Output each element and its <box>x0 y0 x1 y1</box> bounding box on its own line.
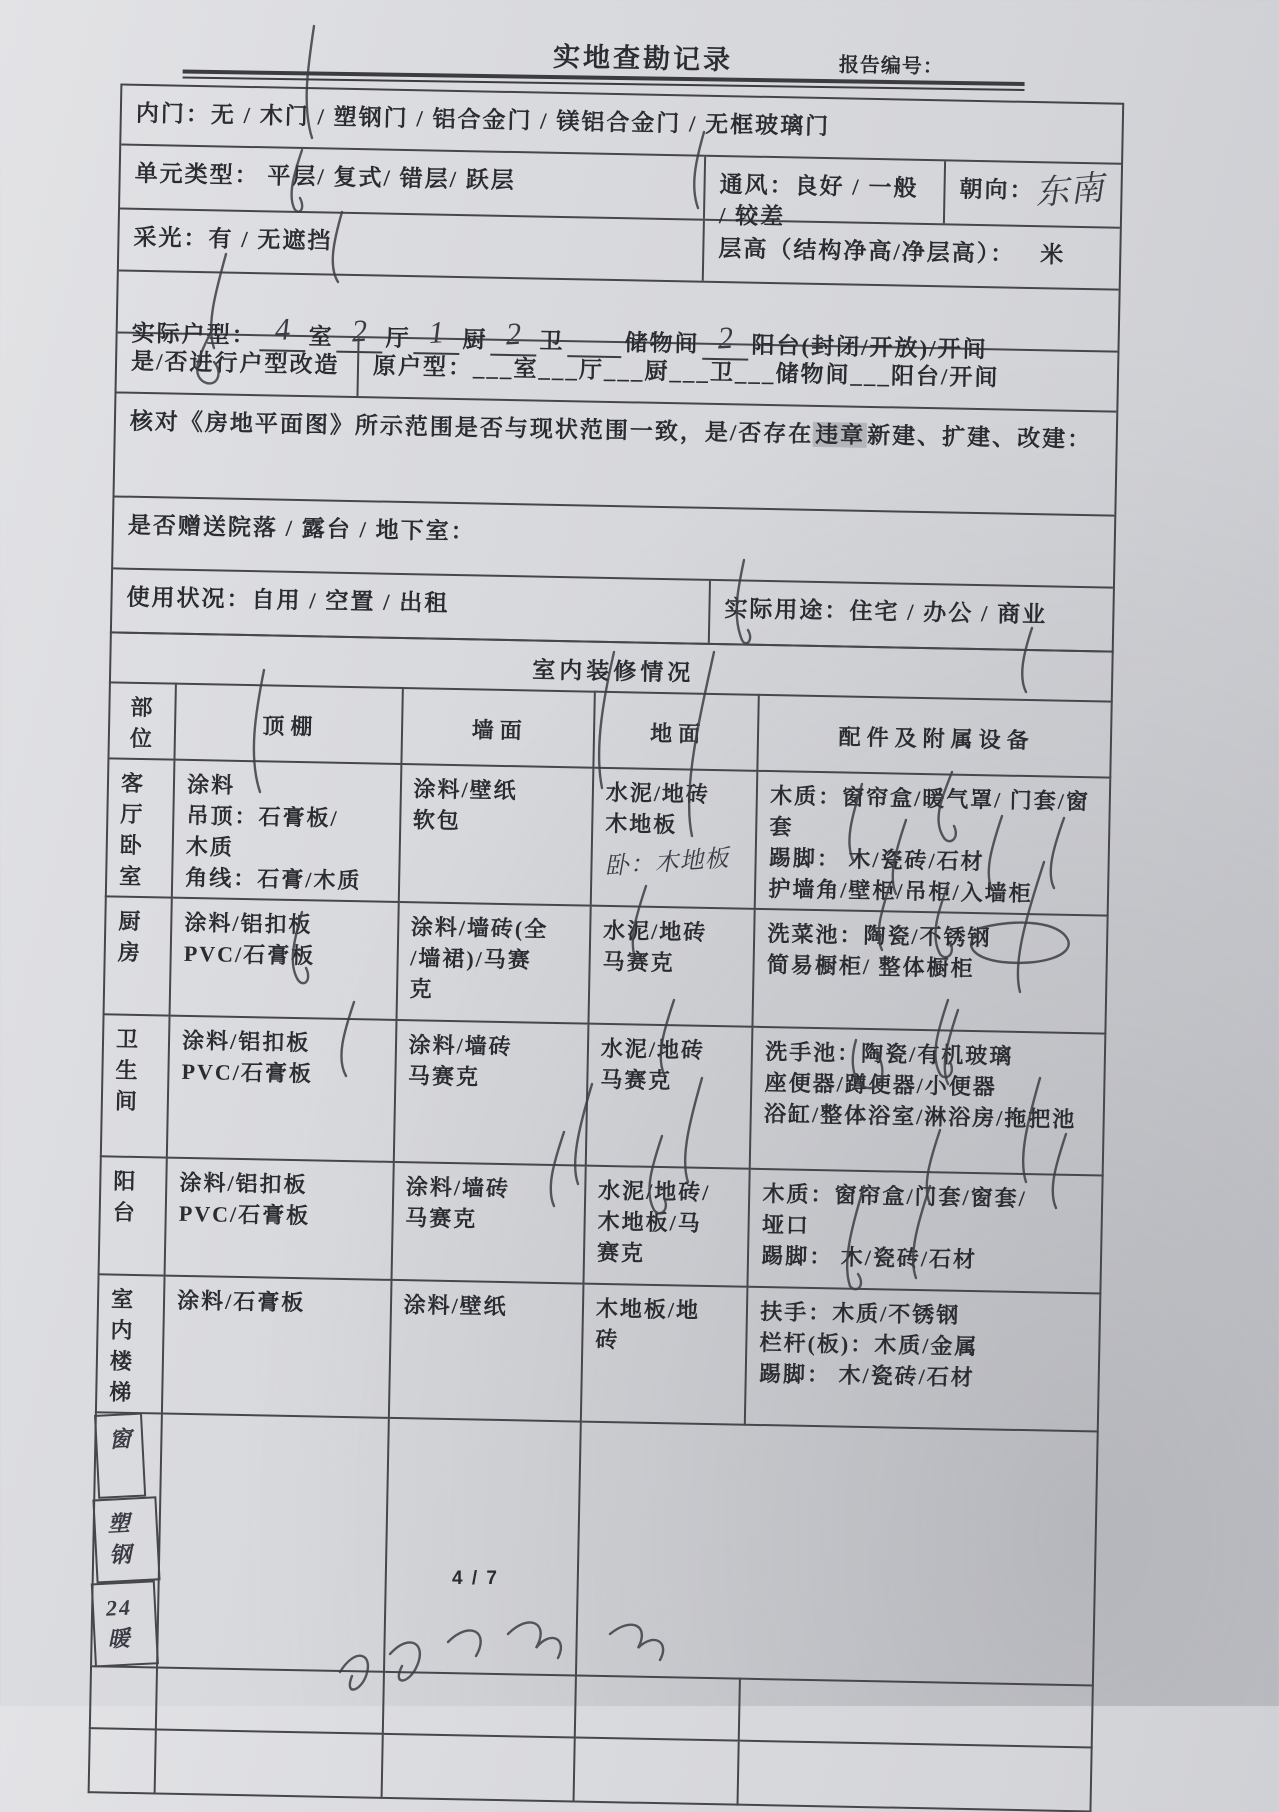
wall-cell: 涂料/壁纸 软包 <box>398 764 593 906</box>
ceiling-handwritten: 塑钢 <box>92 1496 160 1583</box>
floor-cell: 水泥/地砖 马赛克 <box>586 1024 753 1169</box>
kitchens-unit: 厨 <box>462 327 488 353</box>
actual-layout-label: 实际户型： <box>131 320 257 349</box>
empty-cell <box>89 1728 156 1793</box>
accessories-cell: 木质：窗帘盒/门套/窗套/ 垭口 踢脚： 木/瓷砖/石材 <box>748 1169 1103 1294</box>
deco-row-living-bedroom <box>106 758 1110 915</box>
part-label: 阳台 <box>99 1156 167 1275</box>
floor-cell <box>591 768 758 909</box>
kitchens-handwritten: 1 <box>427 314 446 350</box>
col-header-floor: 地面 <box>593 692 759 771</box>
floor-height-field <box>704 221 1120 289</box>
lighting-options: 采光：有 / 无遮挡 <box>119 209 705 280</box>
orientation-label: 朝向： <box>959 176 1035 204</box>
page-number: 4 / 7 <box>452 1568 499 1589</box>
col-header-wall: 墙面 <box>401 688 595 768</box>
halls-unit: 厅 <box>385 325 411 352</box>
accessories-cell: 洗菜池：陶瓷/不锈钢 简易橱柜/ 整体橱柜 <box>753 909 1108 1034</box>
deco-row-bathroom <box>101 1014 1106 1175</box>
floor-cell: 水泥/地砖 马赛克 <box>588 906 755 1027</box>
floor-options: 水泥/地砖 木地板 <box>605 779 711 838</box>
wall-handwritten: 24暖 <box>91 1580 159 1667</box>
floor-cell-empty <box>157 1414 388 1672</box>
page-title: 实地查勘记录 <box>552 41 734 76</box>
rooms-unit: 室 <box>308 324 334 350</box>
orientation-handwritten-value: 东南 <box>1033 169 1107 213</box>
part-label: 卫生 间 <box>101 1014 170 1157</box>
report-number-label: 报告编号： <box>838 54 945 79</box>
unit-type-options: 单元类型： 平层/ 复式/ 错层/ 跃层 <box>120 146 706 219</box>
form-table <box>110 83 1124 652</box>
col-header-accessories: 配件及附属设备 <box>758 695 1112 778</box>
accessories-cell: 洗手池：陶瓷/有机玻璃 座便器/蹲便器/小便器 浴缸/整体浴室/淋浴房/拖把池 <box>750 1027 1105 1176</box>
part-label: 客厅 卧室 <box>106 758 175 897</box>
gift-options: 是否赠送院落 / 露台 / 地下室： <box>127 512 476 545</box>
col-header-part: 部位 <box>108 682 176 759</box>
wall-cell: 涂料/壁纸 <box>388 1280 583 1422</box>
decoration-table <box>88 631 1114 1812</box>
empty-cell <box>739 1679 1093 1748</box>
floor-cell: 水泥/地砖/ 木地板/马 赛克 <box>583 1166 750 1287</box>
empty-cell <box>90 1666 157 1729</box>
accessories-cell-empty <box>384 1418 581 1676</box>
deco-row-kitchen <box>104 896 1108 1033</box>
deco-row-balcony <box>99 1156 1103 1293</box>
baths-unit: 卫 <box>539 328 565 355</box>
ceiling-cell: 涂料/铝扣板 PVC/石膏板 <box>165 1158 394 1280</box>
survey-form-page <box>88 14 1126 1812</box>
balconies-handwritten: 2 <box>716 319 735 356</box>
wall-cell: 涂料/墙砖 马赛克 <box>393 1020 588 1166</box>
check-plan-text <box>115 393 1117 514</box>
empty-cell <box>738 1741 1092 1812</box>
empty-cell <box>573 1738 739 1805</box>
actual-use-options: 实际用途：住宅 / 办公 / 商业 <box>724 596 1048 628</box>
accessories-cell: 木质：窗帘盒/暖气罩/ 门套/窗套 踢脚： 木/瓷砖/石材 护墙角/壁柜/吊柜/入墙柜 <box>755 771 1110 916</box>
col-header-ceiling: 顶棚 <box>175 684 403 764</box>
storage-unit: 储物间 <box>624 330 700 357</box>
floor-height-unit: 米 <box>1040 242 1066 268</box>
usage-status-options: 使用状况：自用 / 空置 / 出租 <box>112 569 711 642</box>
empty-cell <box>575 1676 740 1741</box>
orientation-field <box>945 161 1121 226</box>
floor-handwritten-note: 卧：木地板 <box>603 845 731 881</box>
decoration-section-title: 室内装修情况 <box>110 632 1113 701</box>
part-label: 室内 楼梯 <box>96 1274 165 1413</box>
empty-cell <box>155 1729 383 1797</box>
empty-cell <box>381 1734 575 1802</box>
original-layout-field: 原户型：___室___厅___厨___卫___储物间___阳台/开间 <box>372 353 1000 391</box>
empty-cell <box>156 1667 384 1733</box>
halls-handwritten: 2 <box>350 312 369 349</box>
check-plan-prefix: 核对《房地平面图》所示范围是否与现状范围一致，是/否存在 <box>129 408 814 447</box>
renovation-question: 是/否进行户型改造 <box>117 333 360 396</box>
baths-handwritten: 2 <box>504 315 523 352</box>
ceiling-cell: 涂料 吊顶：石膏板/ 木质 角线：石膏/木质 <box>172 760 401 902</box>
check-plan-suffix: 新建、扩建、改建： <box>866 422 1093 453</box>
part-handwritten: 窗 <box>94 1413 146 1499</box>
ceiling-cell: 涂料/石膏板 <box>162 1276 391 1418</box>
rooms-handwritten: 4 <box>273 311 292 348</box>
balcony-unit: 阳台(封闭/开放)/开间 <box>751 332 988 363</box>
empty-cell <box>382 1672 576 1738</box>
row-check-plan <box>114 393 1116 516</box>
check-plan-highlight: 违章 <box>814 421 866 448</box>
wall-cell: 涂料/墙砖 马赛克 <box>391 1162 586 1284</box>
ceiling-cell: 涂料/铝扣板 PVC/石膏板 <box>167 1016 396 1162</box>
ventilation-options: 通风：良好 / 一般 / 较差 <box>705 157 946 224</box>
deco-row-indoor-stairs <box>96 1274 1100 1431</box>
floor-height-label: 层高（结构净高/净层高）： <box>718 235 1016 267</box>
wall-cell: 涂料/墙砖(全 /墙裙)/马赛 克 <box>396 902 591 1024</box>
part-label: 厨房 <box>104 896 172 1015</box>
floor-cell: 木地板/地 砖 <box>581 1284 748 1425</box>
accessories-cell: 扶手：木质/不锈钢 栏杆(板)：木质/金属 踢脚： 木/瓷砖/石材 <box>745 1287 1100 1432</box>
inner-door-options: 内门：无 / 木门 / 塑钢门 / 铝合金门 / 镁铝合金门 / 无框玻璃门 <box>135 100 831 140</box>
deco-row-handwritten-window <box>91 1412 1098 1685</box>
ceiling-cell: 涂料/铝扣板 PVC/石膏板 <box>170 898 399 1020</box>
